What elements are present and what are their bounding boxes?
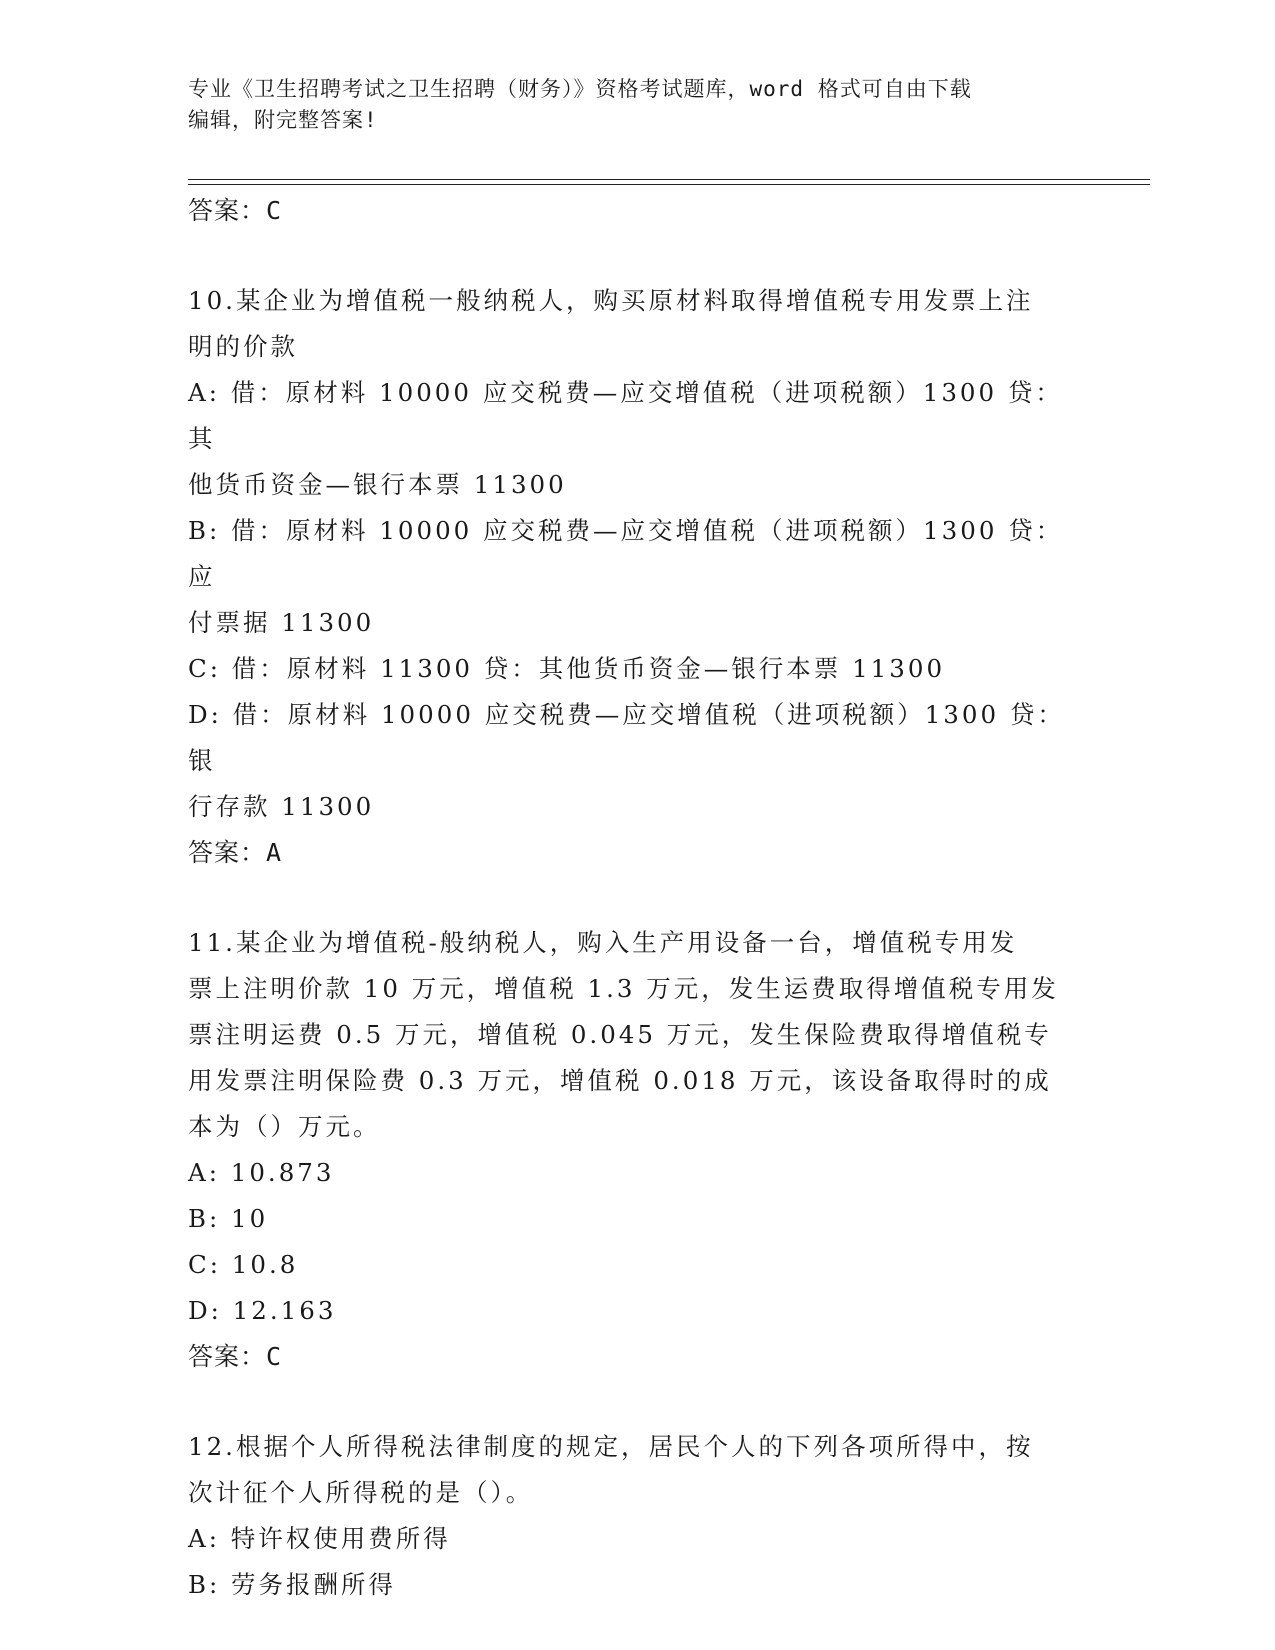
option-b-cont: 付票据 11300 bbox=[188, 608, 375, 637]
option-d: D: 12.163 bbox=[188, 1296, 337, 1325]
option-a: A: 特许权使用费所得 bbox=[188, 1524, 451, 1553]
question-list bbox=[188, 188, 1088, 1608]
option-c: C: 借：原材料 11300 贷：其他货币资金—银行本票 11300 bbox=[188, 654, 946, 683]
option-b: B: 借：原材料 10000 应交税费—应交增值税（进项税额）1300 贷：应 bbox=[188, 516, 1064, 591]
option-a: A: 10.873 bbox=[188, 1158, 335, 1187]
previous-answer: 答案：C bbox=[188, 196, 283, 225]
header-divider-bottom bbox=[188, 184, 1150, 185]
question-12 bbox=[188, 1424, 1088, 1608]
question-text: 票注明运费 0.5 万元，增值税 0.045 万元，发生保险费取得增值税专 bbox=[188, 1020, 1052, 1049]
question-text: 10.某企业为增值税一般纳税人，购买原材料取得增值税专用发票上注 bbox=[188, 286, 1034, 315]
answer: 答案：C bbox=[188, 1342, 283, 1371]
question-11 bbox=[188, 920, 1088, 1380]
question-text: 次计征个人所得税的是（）。 bbox=[188, 1478, 534, 1507]
question-text: 明的价款 bbox=[188, 332, 298, 361]
option-c: C: 10.8 bbox=[188, 1250, 299, 1279]
option-d: D: 借：原材料 10000 应交税费—应交增值税（进项税额）1300 贷：银 bbox=[188, 700, 1065, 775]
header-line-1: 专业《卫生招聘考试之卫生招聘（财务）》资格考试题库，word 格式可自由下载 bbox=[188, 77, 972, 101]
option-b: B: 10 bbox=[188, 1204, 269, 1233]
question-10 bbox=[188, 278, 1088, 876]
question-text: 用发票注明保险费 0.3 万元，增值税 0.018 万元，该设备取得时的成 bbox=[188, 1066, 1052, 1095]
question-text: 11.某企业为增值税-般纳税人，购入生产用设备一台，增值税专用发 bbox=[188, 928, 1018, 957]
option-a-cont: 他货币资金—银行本票 11300 bbox=[188, 470, 567, 499]
option-b: B: 劳务报酬所得 bbox=[188, 1570, 397, 1599]
option-d-cont: 行存款 11300 bbox=[188, 792, 375, 821]
option-a: A: 借：原材料 10000 应交税费—应交增值税（进项税额）1300 贷：其 bbox=[188, 378, 1063, 453]
question-text: 12.根据个人所得税法律制度的规定，居民个人的下列各项所得中，按 bbox=[188, 1432, 1034, 1461]
document-header bbox=[188, 74, 1088, 136]
question-text: 票上注明价款 10 万元，增值税 1.3 万元，发生运费取得增值税专用发 bbox=[188, 974, 1059, 1003]
answer: 答案：A bbox=[188, 838, 283, 867]
header-divider-top bbox=[188, 179, 1150, 180]
question-text: 本为（）万元。 bbox=[188, 1112, 381, 1141]
header-line-2: 编辑，附完整答案! bbox=[188, 108, 378, 132]
